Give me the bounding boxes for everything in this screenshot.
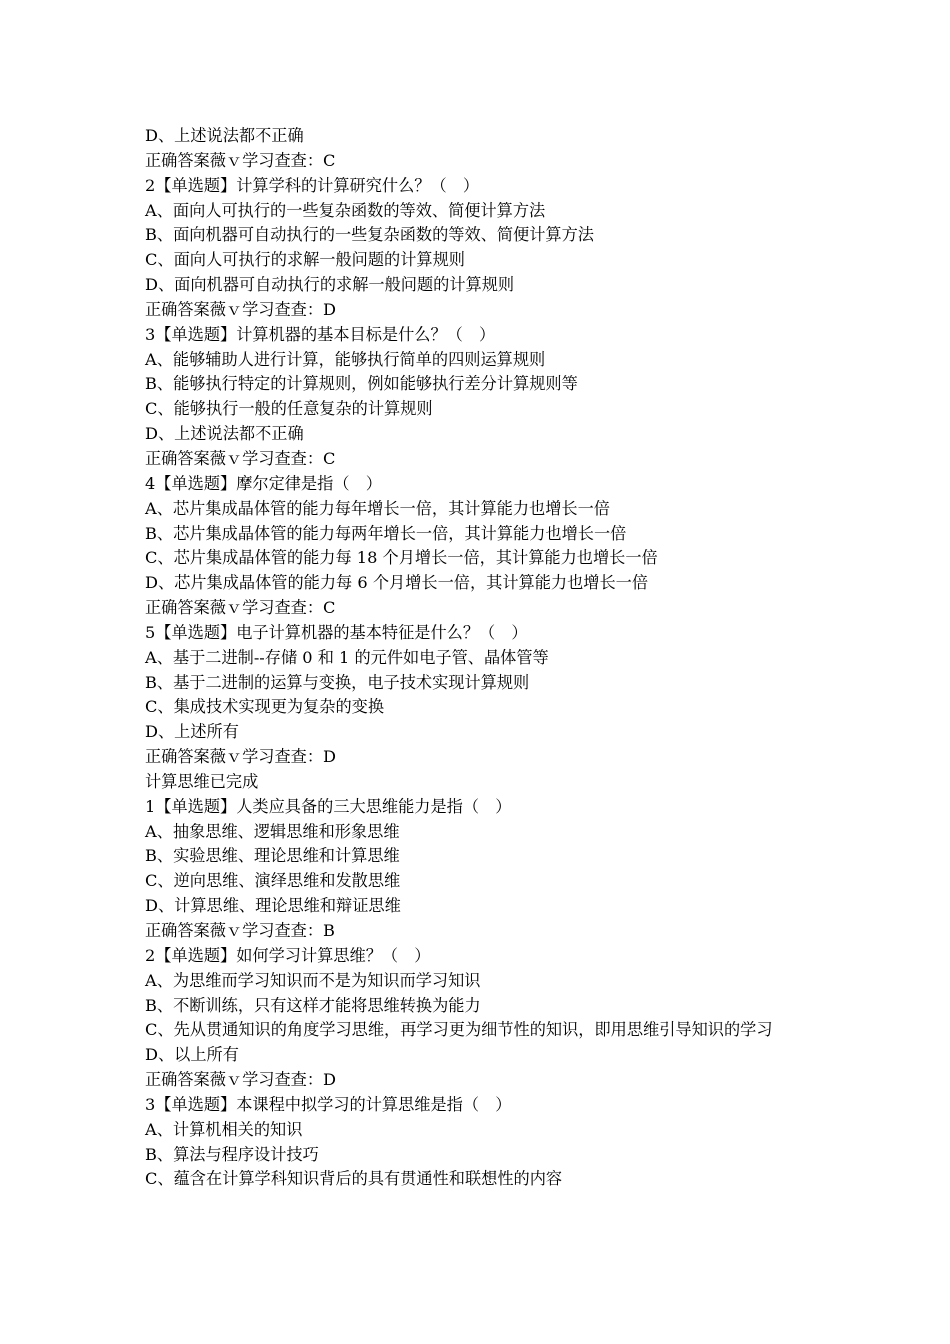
option-a: A、能够辅助人进行计算，能够执行简单的四则运算规则	[145, 349, 546, 369]
option-c: C、蕴含在计算学科知识背后的具有贯通性和联想性的内容	[145, 1169, 563, 1189]
option-b: B、面向机器可自动执行的一些复杂函数的等效、简便计算方法	[145, 225, 594, 245]
section-heading: 计算思维已完成	[145, 771, 259, 791]
option-b: B、基于二进制的运算与变换，电子技术实现计算规则	[145, 672, 530, 692]
answer-line: 正确答案薇ｖ学习查查：B	[145, 921, 335, 940]
option-d: D、上述说法都不正确	[145, 126, 304, 145]
option-b: B、芯片集成晶体管的能力每两年增长一倍，其计算能力也增长一倍	[145, 523, 627, 543]
question-title: 3【单选题】计算机器的基本目标是什么？（ ）	[145, 324, 496, 344]
option-d: D、上述所有	[145, 722, 239, 742]
option-d: D、面向机器可自动执行的求解一般问题的计算规则	[145, 275, 515, 295]
answer-line: 正确答案薇ｖ学习查查：C	[145, 598, 336, 618]
option-c: C、面向人可执行的求解一般问题的计算规则	[145, 250, 465, 270]
answer-line: 正确答案薇ｖ学习查查：D	[145, 1070, 337, 1090]
option-c: C、逆向思维、演绎思维和发散思维	[145, 871, 401, 891]
question-title: 2【单选题】计算学科的计算研究什么？（ ）	[145, 175, 480, 195]
option-d: D、以上所有	[145, 1045, 239, 1065]
option-c: C、集成技术实现更为复杂的变换	[145, 697, 385, 717]
option-c: C、能够执行一般的任意复杂的计算规则	[145, 399, 433, 419]
answer-line: 正确答案薇ｖ学习查查：D	[145, 299, 337, 319]
option-a: A、芯片集成晶体管的能力每年增长一倍，其计算能力也增长一倍	[145, 498, 610, 518]
option-b: B、算法与程序设计技巧	[145, 1144, 319, 1164]
question-title: 4【单选题】摩尔定律是指（ ）	[145, 473, 382, 493]
option-a: A、为思维而学习知识而不是为知识而学习知识	[145, 970, 481, 990]
answer-line: 正确答案薇ｖ学习查查：C	[145, 448, 336, 468]
option-c: C、芯片集成晶体管的能力每 18 个月增长一倍，其计算能力也增长一倍	[145, 548, 658, 568]
question-title: 5【单选题】电子计算机器的基本特征是什么？（ ）	[145, 622, 528, 642]
question-title: 1【单选题】人类应具备的三大思维能力是指（ ）	[145, 796, 512, 816]
document-page	[145, 124, 815, 1192]
option-a: A、面向人可执行的一些复杂函数的等效、简便计算方法	[145, 200, 546, 220]
option-b: B、能够执行特定的计算规则，例如能够执行差分计算规则等	[145, 374, 578, 394]
answer-line: 正确答案薇ｖ学习查查：C	[145, 150, 336, 170]
option-d: D、芯片集成晶体管的能力每 6 个月增长一倍，其计算能力也增长一倍	[145, 573, 649, 593]
option-a: A、基于二进制--存储 0 和 1 的元件如电子管、晶体管等	[145, 647, 549, 667]
option-b: B、不断训练，只有这样才能将思维转换为能力	[145, 995, 481, 1015]
option-b: B、实验思维、理论思维和计算思维	[145, 846, 400, 866]
question-title: 3【单选题】本课程中拟学习的计算思维是指（ ）	[145, 1094, 512, 1114]
option-c: C、先从贯通知识的角度学习思维，再学习更为细节性的知识，即用思维引导知识的学习	[145, 1020, 773, 1040]
question-title: 2【单选题】如何学习计算思维？（ ）	[145, 945, 431, 965]
option-a: A、抽象思维、逻辑思维和形象思维	[145, 821, 400, 841]
option-a: A、计算机相关的知识	[145, 1119, 303, 1139]
option-d: D、上述说法都不正确	[145, 424, 304, 444]
option-d: D、计算思维、理论思维和辩证思维	[145, 896, 401, 916]
answer-line: 正确答案薇ｖ学习查查：D	[145, 747, 337, 767]
